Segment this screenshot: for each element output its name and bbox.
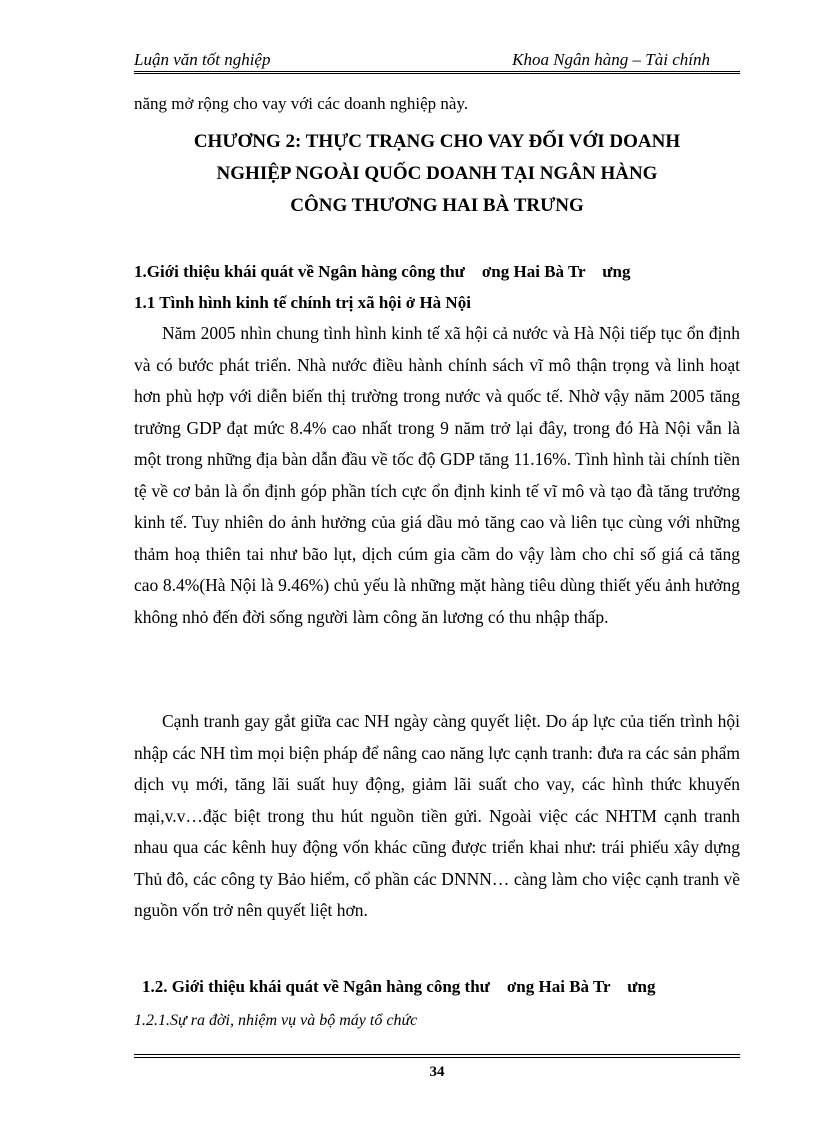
paragraph-1-text: Năm 2005 nhìn chung tình hình kinh tế xã hội cả nước và Hà Nội tiếp tục ổn định và có bước phát triển. Nhà nước điều hành chính sách vĩ mô thận trọng và linh hoạt hơn phù hợp với diễn biến thị trường trong nước và quốc tế. Nhờ vậy năm 2005 tăng trưởng GDP đạt mức 8.4% cao nhất trong 9 năm trở lại đây, trong đó Hà Nội vẫn là một trong những địa bàn dẫn đầu về tốc độ GDP tăng 11.16%. Tình hình tài chính tiền tệ về cơ bản là ổn định góp phần tích cực ổn định kinh tế vĩ mô và tạo đà tăng trưởng kinh tế. Tuy nhiên do ảnh hưởng của giá dầu mỏ tăng cao và liên tục cùng với những thảm hoạ thiên tai như bão lụt, dịch cúm gia cầm do vậy làm cho chỉ số giá cả tăng cao 8.4%(Hà Nội là 9.46%) chủ yếu là những mặt hàng tiêu dùng thiết yếu ảnh hưởng không nhỏ đến đời sống người làm công ăn lương có thu nhập thấp. xyxy=(134,323,740,627)
section-heading-1-1: 1.1 Tình hình kinh tế chính trị xã hội ở Hà Nội xyxy=(134,293,471,312)
chapter-title-line-1: CHƯƠNG 2: THỰC TRẠNG CHO VAY ĐỐI VỚI DOANH xyxy=(193,131,681,152)
header-divider-double xyxy=(134,73,740,74)
paragraph-2 xyxy=(134,706,740,927)
continuation-line: năng mở rộng cho vay với các doanh nghiệp này. xyxy=(134,94,469,113)
chapter-title xyxy=(134,126,740,222)
subsection-heading-1-2-1: 1.2.1.Sự ra đời, nhiệm vụ và bộ máy tổ chức xyxy=(134,1012,418,1029)
chapter-title-line-2: NGHIỆP NGOÀI QUỐC DOANH TẠI NGÂN HÀNG xyxy=(216,163,658,184)
footer-divider-double xyxy=(134,1057,740,1058)
page-number: 34 xyxy=(429,1064,445,1080)
chapter-title-line-3: CÔNG THƯƠNG HAI BÀ TRƯNG xyxy=(290,195,584,216)
header-left-text: Luận văn tốt nghiệp xyxy=(134,50,271,69)
paragraph-1 xyxy=(134,318,740,633)
section-heading-1: 1.Giới thiệu khái quát về Ngân hàng công thư ơng Hai Bà Tr ưng xyxy=(134,262,631,281)
footer-divider xyxy=(134,1054,740,1055)
header-right-text: Khoa Ngân hàng – Tài chính xyxy=(512,50,710,69)
header-divider xyxy=(134,71,740,72)
paragraph-2-text: Cạnh tranh gay gắt giữa cac NH ngày càng quyết liệt. Do áp lực của tiến trình hội nhập các NH tìm mọi biện pháp để nâng cao năng lực cạnh tranh: đưa ra các sản phẩm dịch vụ mới, tăng lãi suất huy động, giảm lãi suất cho vay, các hình thức khuyến mại,v.v…đặc biệt trong thu hút nguồn tiền gửi. Ngoài việc các NHTM cạnh tranh nhau qua các kênh huy động vốn khác cũng được triển khai như: trái phiếu xây dựng Thủ đô, các công ty Bảo hiểm, cổ phần các DNNN… càng làm cho việc cạnh tranh về nguồn vốn trở nên quyết liệt hơn. xyxy=(134,711,740,920)
section-heading-1-2: 1.2. Giới thiệu khái quát về Ngân hàng công thư ơng Hai Bà Tr ưng xyxy=(142,977,656,996)
